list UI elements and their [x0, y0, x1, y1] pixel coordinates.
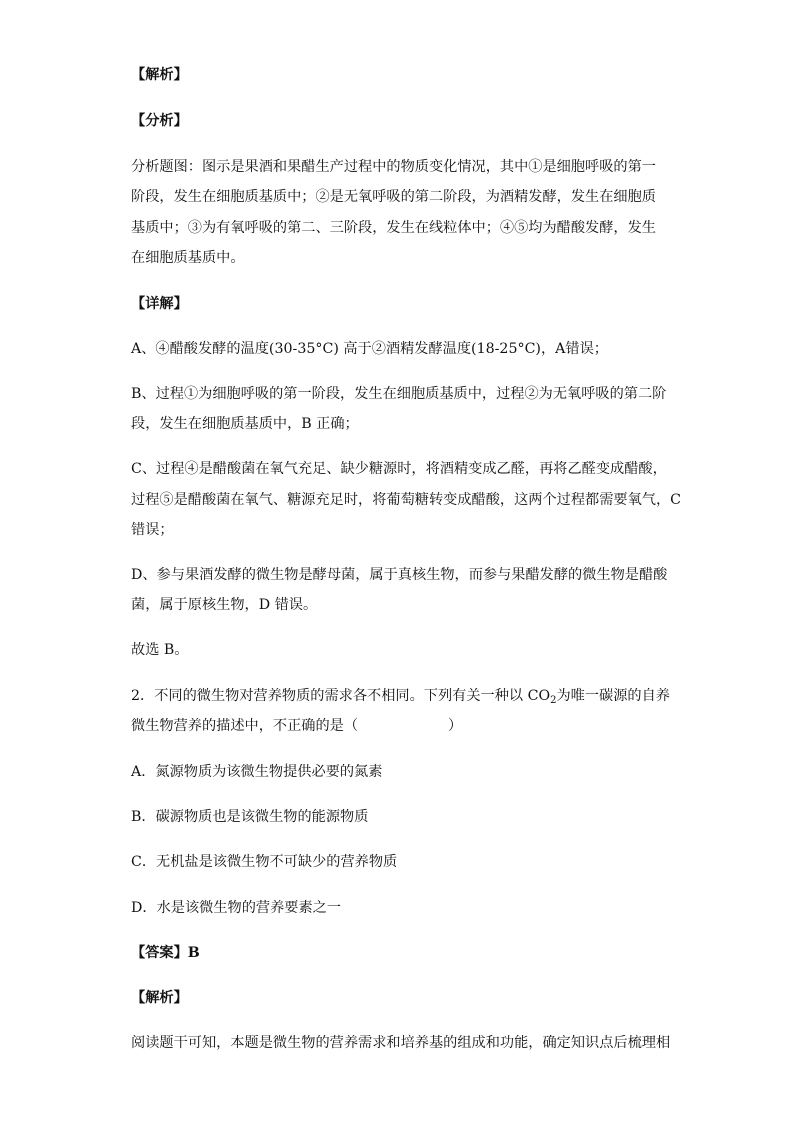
question-2-text-a: 2．不同的微生物对营养物质的需求各不相同。下列有关一种以 CO — [131, 688, 551, 704]
explain-c-line-2: 过程⑤是醋酸菌在氧气、糖源充足时，将葡萄糖转变成醋酸，这两个过程都需要氧气，C — [131, 492, 681, 508]
option-d: D．水是该微生物的营养要素之一 — [131, 900, 342, 916]
analysis-line-4: 在细胞质基质中。 — [131, 250, 245, 266]
analysis-heading-1: 【解析】 — [131, 67, 188, 83]
option-a: A．氮源物质为该微生物提供必要的氮素 — [131, 764, 383, 780]
answer: 【答案】B — [131, 945, 200, 961]
final-line: 阅读题干可知，本题是微生物的营养需求和培养基的组成和功能，确定知识点后梳理相 — [131, 1035, 671, 1051]
explain-d-line-1: D、参与果酒发酵的微生物是酵母菌，属于真核生物，而参与果醋发酵的微生物是醋酸 — [131, 567, 668, 583]
xiangjie-heading: 【详解】 — [131, 296, 188, 312]
conclusion: 故选 B。 — [131, 642, 189, 658]
explain-d-line-2: 菌，属于原核生物，D 错误。 — [131, 597, 318, 613]
explain-c-line-1: C、过程④是醋酸菌在氧气充足、缺少糖源时，将酒精变成乙醛，再将乙醛变成醋酸， — [131, 461, 667, 477]
explain-b-line-2: 段，发生在细胞质基质中，B 正确； — [131, 416, 359, 432]
question-2-line-2 — [131, 716, 462, 736]
co2-subscript: 2 — [550, 695, 557, 706]
analysis-heading-2: 【解析】 — [131, 990, 188, 1006]
question-2-stem: 微生物营养的描述中，不正确的是（ — [131, 718, 359, 734]
explain-c-line-3: 错误； — [131, 522, 174, 538]
analysis-line-1: 分析题图：图示是果酒和果醋生产过程中的物质变化情况，其中①是细胞呼吸的第一 — [131, 159, 656, 175]
fenxi-heading: 【分析】 — [131, 113, 188, 129]
option-c: C．无机盐是该微生物不可缺少的营养物质 — [131, 854, 398, 870]
analysis-line-2: 阶段，发生在细胞质基质中；②是无氧呼吸的第二阶段，为酒精发酵，发生在细胞质 — [131, 189, 656, 205]
question-2-line-1 — [131, 686, 670, 706]
analysis-line-3: 基质中；③为有氧呼吸的第二、三阶段，发生在线粒体中；④⑤均为醋酸发酵，发生 — [131, 220, 656, 236]
explain-b-line-1: B、过程①为细胞呼吸的第一阶段，发生在细胞质基质中，过程②为无氧呼吸的第二阶 — [131, 386, 667, 402]
question-2-text-b: 为唯一碳源的自养 — [556, 688, 670, 704]
question-2-close-paren: ） — [448, 718, 463, 734]
option-b: B．碳源物质也是该微生物的能源物质 — [131, 809, 369, 825]
explain-a: A、④醋酸发酵的温度(30-35°C) 高于②酒精发酵温度(18-25°C)，A错误； — [131, 341, 608, 357]
